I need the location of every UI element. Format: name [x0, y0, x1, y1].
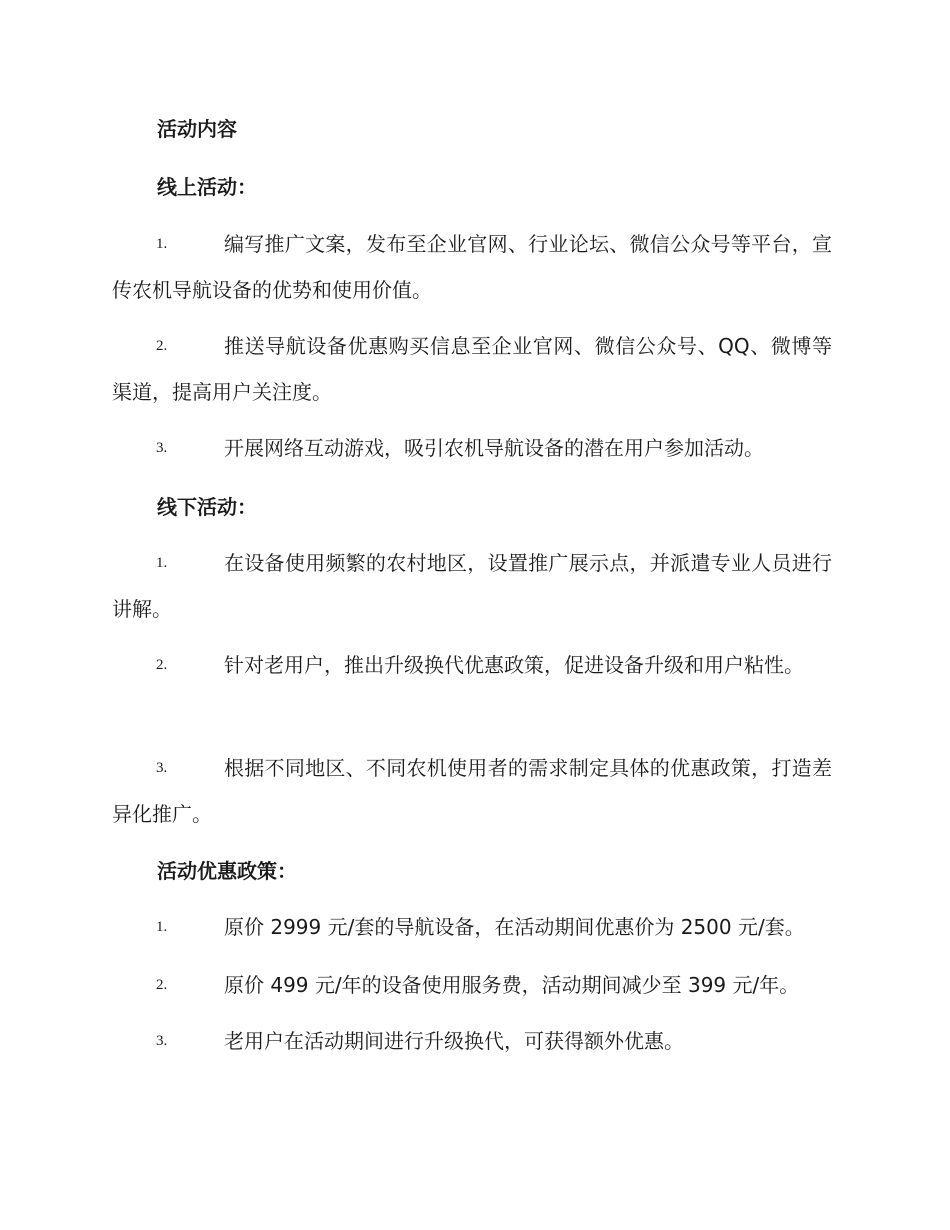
list-number: 2. — [156, 657, 168, 673]
policy-item-3 — [112, 1018, 832, 1064]
list-number: 2. — [156, 977, 168, 993]
list-text: 针对老用户，推出升级换代优惠政策，促进设备升级和用户粘性。 — [224, 653, 804, 677]
offline-item-1 — [112, 540, 832, 632]
online-item-1 — [112, 221, 832, 313]
offline-item-2 — [112, 642, 832, 688]
list-text: 根据不同地区、不同农机使用者的需求制定具体的优惠政策，打造差异化推广。 — [112, 756, 832, 826]
list-text: 开展网络互动游戏，吸引农机导航设备的潜在用户参加活动。 — [224, 436, 764, 460]
list-text: 原价 499 元/年的设备使用服务费，活动期间减少至 399 元/年。 — [224, 973, 800, 997]
section-title: 活动内容 — [157, 117, 237, 141]
list-number: 3. — [156, 760, 168, 776]
offline-item-3 — [112, 745, 832, 837]
list-number: 2. — [156, 338, 168, 354]
list-number: 3. — [156, 1033, 168, 1049]
list-text: 在设备使用频繁的农村地区，设置推广展示点，并派遣专业人员进行讲解。 — [112, 551, 832, 621]
policy-heading: 活动优惠政策： — [157, 859, 297, 883]
list-number: 1. — [156, 236, 168, 252]
list-text: 老用户在活动期间进行升级换代，可获得额外优惠。 — [224, 1029, 684, 1053]
list-number: 1. — [156, 919, 168, 935]
online-heading: 线上活动： — [157, 175, 257, 199]
policy-item-1 — [112, 904, 832, 950]
list-text: 推送导航设备优惠购买信息至企业官网、微信公众号、QQ、微博等渠道，提高用户关注度。 — [112, 334, 832, 404]
list-text: 原价 2999 元/套的导航设备，在活动期间优惠价为 2500 元/套。 — [224, 915, 805, 939]
list-number: 1. — [156, 555, 168, 571]
offline-heading: 线下活动： — [157, 495, 257, 519]
online-item-3 — [112, 425, 832, 471]
policy-item-2 — [112, 962, 832, 1008]
list-text: 编写推广文案，发布至企业官网、行业论坛、微信公众号等平台，宣传农机导航设备的优势和使用价值。 — [112, 232, 832, 302]
online-item-2 — [112, 323, 832, 415]
list-number: 3. — [156, 440, 168, 456]
